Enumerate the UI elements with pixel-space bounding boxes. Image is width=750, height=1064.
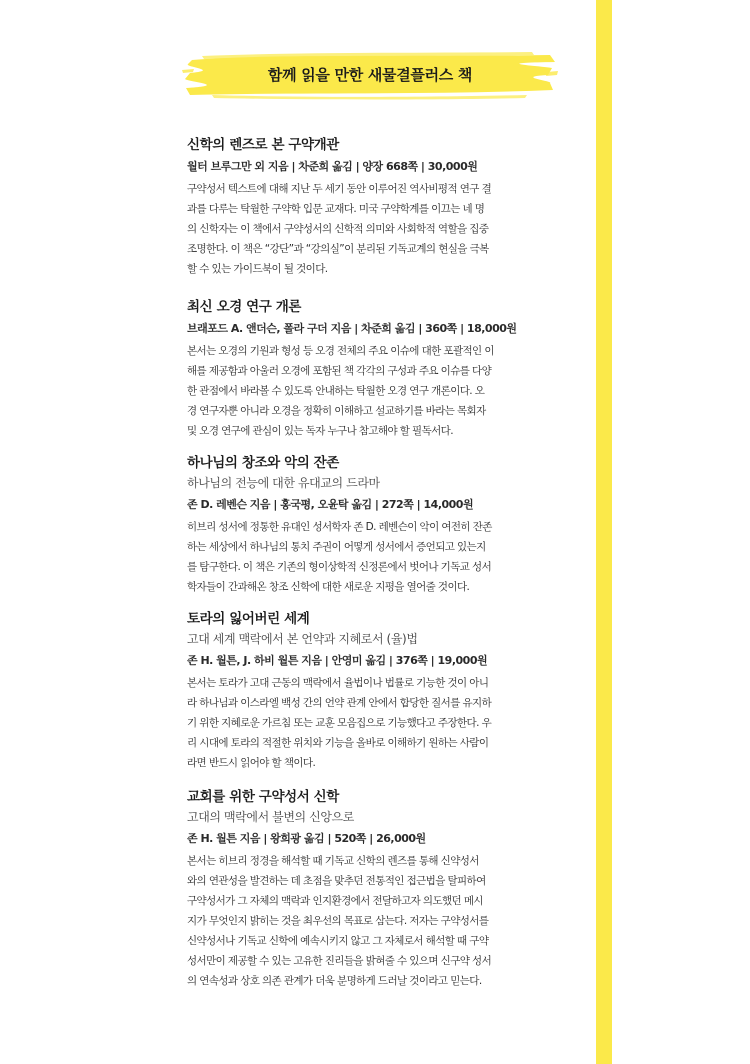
book-subtitle: 하나님의 전능에 대한 유대교의 드라마 xyxy=(187,476,380,490)
description-line: 히브리 성서에 정통한 유대인 성서학자 존 D. 레벤슨이 악이 여전히 잔존 xyxy=(187,521,492,533)
book-entry xyxy=(187,297,562,441)
book-entry xyxy=(187,135,562,279)
book-meta: 존 H. 월튼, J. 하비 월튼 지음 | 안영미 옮김 | 376쪽 | 19,000원 xyxy=(187,654,488,667)
description-line: 하는 세상에서 하나님의 통치 주권이 어떻게 성서에서 증언되고 있는지 xyxy=(187,541,486,553)
description-line: 라 하나님과 이스라엘 백성 간의 언약 관계 안에서 합당한 질서를 유지하 xyxy=(187,697,492,709)
description-line: 학자들이 간과해온 창조 신학에 대한 새로운 지평을 열어줄 것이다. xyxy=(187,581,470,593)
description-line: 본서는 토라가 고대 근동의 맥락에서 율법이나 법률로 기능한 것이 아니 xyxy=(187,677,489,689)
description-line: 과를 다루는 탁월한 구약학 입문 교재다. 미국 구약학계를 이끄는 네 명 xyxy=(187,203,485,215)
description-line: 신약성서나 기독교 신학에 예속시키지 않고 그 자체로서 해석할 때 구약 xyxy=(187,935,489,947)
description-line: 의 신학자는 이 책에서 구약성서의 신학적 의미와 사회학적 역할을 집중 xyxy=(187,223,489,235)
book-title: 교회를 위한 구약성서 신학 xyxy=(187,789,339,805)
book-subtitle: 고대의 맥락에서 불변의 신앙으로 xyxy=(187,810,354,824)
book-entry xyxy=(187,609,562,773)
section-banner xyxy=(182,48,558,102)
book-title: 최신 오경 연구 개론 xyxy=(187,299,302,315)
book-title: 토라의 잃어버린 세계 xyxy=(187,611,310,627)
description-line: 조명한다. 이 책은 “강단”과 “강의실”이 분리된 기독교계의 현실을 극복 xyxy=(187,243,489,255)
book-subtitle: 고대 세계 맥락에서 본 언약과 지혜로서 (율)법 xyxy=(187,632,418,646)
description-line: 구약성서 텍스트에 대해 지난 두 세기 동안 이루어진 역사비평적 연구 결 xyxy=(187,183,492,195)
book-description xyxy=(187,341,562,441)
book-meta: 존 H. 월튼 지음 | 왕희광 옮김 | 520쪽 | 26,000원 xyxy=(187,832,426,845)
book-entry xyxy=(187,787,562,991)
description-line: 기 위한 지혜로운 가르침 또는 교훈 모음집으로 기능했다고 주장한다. 우 xyxy=(187,717,492,729)
description-line: 및 오경 연구에 관심이 있는 독자 누구나 참고해야 할 필독서다. xyxy=(187,425,453,437)
book-title: 하나님의 창조와 악의 잔존 xyxy=(187,455,339,471)
book-description xyxy=(187,517,562,597)
description-line: 를 탐구한다. 이 책은 기존의 형이상학적 신정론에서 벗어나 기독교 성서 xyxy=(187,561,492,573)
book-description xyxy=(187,673,562,773)
book-title: 신학의 렌즈로 본 구약개관 xyxy=(187,137,339,153)
book-meta: 월터 브루그만 외 지음 | 차준희 옮김 | 양장 668쪽 | 30,000원 xyxy=(187,160,478,173)
book-meta: 브래포드 A. 앤더슨, 폴라 구더 지음 | 차준희 옮김 | 360쪽 | 18,000원 xyxy=(187,322,517,335)
side-accent-stripe xyxy=(596,0,612,1064)
description-line: 리 시대에 토라의 적절한 위치와 기능을 올바로 이해하기 원하는 사람이 xyxy=(187,737,489,749)
description-line: 지가 무엇인지 밝히는 것을 최우선의 목표로 삼는다. 저자는 구약성서를 xyxy=(187,915,489,927)
description-line: 구약성서가 그 자체의 맥락과 인지환경에서 전달하고자 의도했던 메시 xyxy=(187,895,483,907)
description-line: 의 연속성과 상호 의존 관계가 더욱 분명하게 드러날 것이라고 믿는다. xyxy=(187,975,482,987)
description-line: 본서는 히브리 정경을 해석할 때 기독교 신학의 렌즈를 통해 신약성서 xyxy=(187,855,479,867)
book-description xyxy=(187,851,562,991)
banner-title: 함께 읽을 만한 새물결플러스 책 xyxy=(267,66,473,84)
description-line: 할 수 있는 가이드북이 될 것이다. xyxy=(187,263,328,275)
book-entry xyxy=(187,453,562,597)
description-line: 와의 연관성을 발견하는 데 초점을 맞추던 전통적인 접근법을 탈피하여 xyxy=(187,875,486,887)
description-line: 본서는 오경의 기원과 형성 등 오경 전체의 주요 이슈에 대한 포괄적인 이 xyxy=(187,345,494,357)
book-meta: 존 D. 레벤슨 지음 | 홍국평, 오윤탁 옮김 | 272쪽 | 14,000원 xyxy=(187,498,474,511)
description-line: 라면 반드시 읽어야 할 책이다. xyxy=(187,757,316,769)
description-line: 성서만이 제공할 수 있는 고유한 진리들을 밝혀줄 수 있으며 신구약 성서 xyxy=(187,955,492,967)
description-line: 해를 제공함과 아울러 오경에 포함된 책 각각의 구성과 주요 이슈를 다양 xyxy=(187,365,492,377)
book-description xyxy=(187,179,562,279)
description-line: 경 연구자뿐 아니라 오경을 정확히 이해하고 설교하기를 바라는 목회자 xyxy=(187,405,486,417)
description-line: 한 관점에서 바라볼 수 있도록 안내하는 탁월한 오경 연구 개론이다. 오 xyxy=(187,385,485,397)
